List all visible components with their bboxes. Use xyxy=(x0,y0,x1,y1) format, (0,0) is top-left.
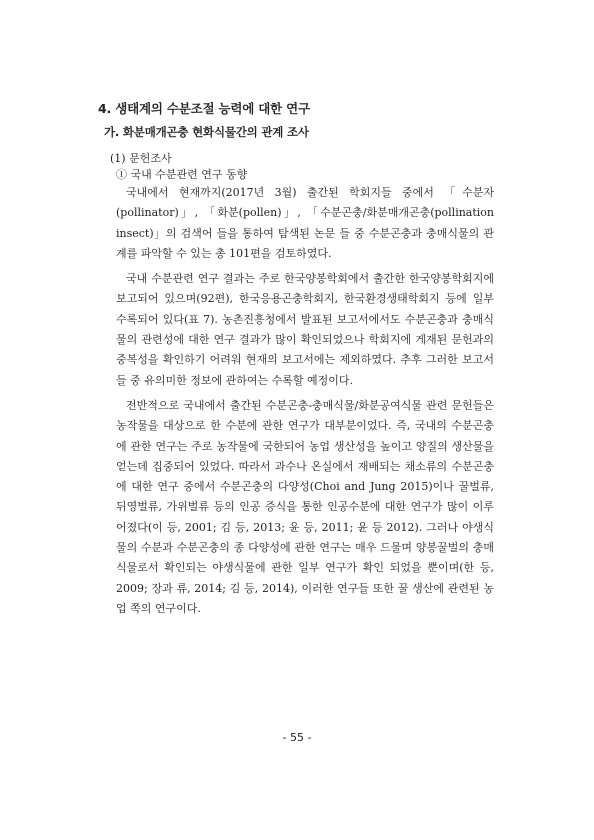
paragraph: 국내에서 현재까지(2017년 3월) 출간된 학회지들 중에서 「수분자(pollinator)」, 「화분(pollen)」, 「수분곤충/화분매개곤충(pollination insect)」의 검색어 들을 통하여 탐색된 논문 들 중 수분곤충과 충매식물의 관계를 파악할 수 있는 총 101편을 검토하였다. xyxy=(116,186,494,260)
paragraph: 국내 수분관련 연구 결과는 주로 한국양봉학회에서 출간한 한국양봉학회지에 보고되어 있으며(92편), 한국응용곤충학회지, 한국환경생태학회지 등에 일부 수록되어 있다(표 7). 농촌진흥청에서 발표된 보고서에서도 수분곤충과 충매식물의 관련성에 대한 연구 결과가 많이 확인되었으나 학회지에 게재된 문헌과의 중복성을 확인하기 어려워 현재의 보고서에는 제외하였다. 추후 그러한 보고서 들 중 유의미한 정보에 관하여는 수록할 예정이다. xyxy=(116,272,494,387)
paragraph: 전반적으로 국내에서 출간된 수분곤충-충매식물/화분공여식물 관련 문헌들은 농작물을 대상으로 한 수분에 관한 연구가 대부분이었다. 즉, 국내의 수분곤충에 관한 연구는 주로 농작물에 국한되어 농업 생산성을 높이고 양질의 생산물을 얻는데 집중되어 있었다. 따라서 과수나 온실에서 재배되는 채소류의 수분곤충에 대한 연구 중에서 수분곤충의 다양성(Choi and Jung 2015)이나 꿀벌류, 뒤영벌류, 가위벌류 등의 인공 증식을 통한 인공수분에 대한 연구가 많이 이루어졌다(이 등, 2001; 김 등, 2013; 윤 등, 2011; 윤 등 2012). 그러나 야생식물의 수분과 수분곤충의 종 다양성에 관한 연구는 매우 드물며 양봉꿀벌의 충매식물로서 확인되는 야생식물에 관한 일부 연구가 확인 되었을 뿐이며(한 등, 2009; 장과 류, 2014; 김 등, 2014), 이러한 연구들 또한 꿀 생산에 관련된 농업 쪽의 연구이다. xyxy=(116,398,494,615)
subsection-heading: 가. 화분매개곤충 현화식물간의 관계 조사 xyxy=(104,125,309,139)
section-heading: 4. 생태계의 수분조절 능력에 대한 연구 xyxy=(98,101,310,116)
subitem-heading: ① 국내 수분관련 연구 동향 xyxy=(116,168,248,181)
body-text xyxy=(116,183,494,624)
item-heading: (1) 문헌조사 xyxy=(110,152,172,165)
page-number: - 55 - xyxy=(282,731,312,744)
